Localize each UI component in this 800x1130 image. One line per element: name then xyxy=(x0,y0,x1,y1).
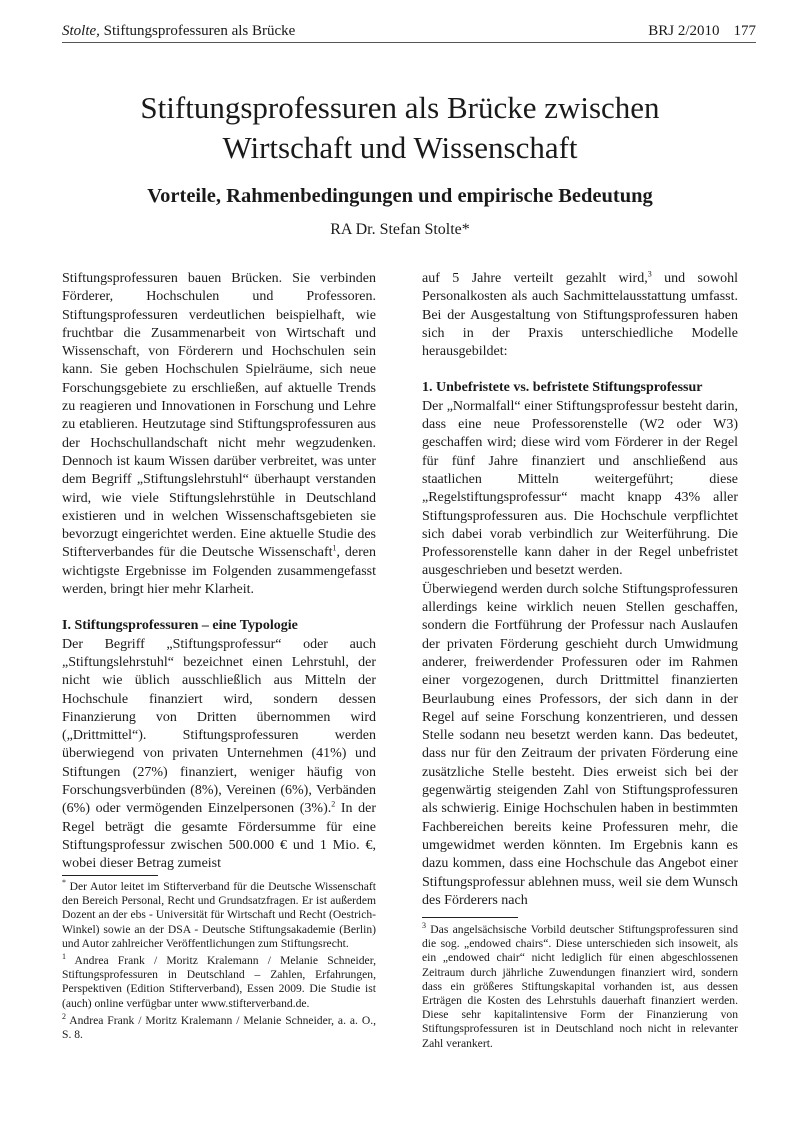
subsection-heading-1: 1. Unbefristete vs. befristete Stiftungsprofessur xyxy=(422,380,703,396)
footnote-text: Das angelsächsische Vorbild deutscher Stiftungsprofessuren sind die sog. „endowed chairs“. Diese unterschieden sich insoweit, als ein „endowed chair“ nicht lediglich für einen abgeschlossenen Zeitraum durch jährliche Zuwendungen finanziert wird, sondern dass ein größeres Stiftungskapital vorhanden ist, aus dessen Erträgen die Kosten des Lehrstuhls dauerhaft finanziert werden. Diese sehr kapitalintensive Form der Finanzierung von Stiftungsprofessuren ist in Deutschland noch nicht in relevanter Zahl verankert. xyxy=(422,923,738,1050)
typology-paragraph xyxy=(62,636,376,874)
umwidmung-paragraph: Überwiegend werden durch solche Stiftungsprofessuren allerdings keine wirklich neuen Stellen geschaffen, sondern die Fortführung der Professur nach Auslaufen der privaten Förderung geschieht durch Umwidmung anderer, freiwerdender Professuren oder im Rahmen einer vorgezogenen, durch Drittmittel finanzierten Beurlaubung eines Professors, der sich dann in der Regel auf seine Forschung konzentrieren, und dessen Stelle sodann neu besetzt werden kann. Das bedeutet, dass nur für den Zeitraum der privaten Förderung eine zusätzliche Stelle besteht. Dies erweist sich bei der gegenwärtig steigenden Zahl von Stiftungsprofessuren als schwierig. Einige Hochschulen haben in bestimmten Fachbereichen bereits keine Professuren mehr, die umgewidmet werden könnten. Im Ergebnis kann es dazu kommen, dass eine Hochschule das Angebot einer Stiftungsprofessur ablehnen muss, weil sie dem Wunsch des Förderers nach xyxy=(422,581,738,908)
footnote-rule-right xyxy=(422,917,518,918)
footnote-3 xyxy=(422,923,738,1051)
footnote-author xyxy=(62,880,376,951)
normalfall-paragraph: Der „Normalfall“ einer Stiftungsprofessur besteht darin, dass eine neue Professorenstelle (W2 oder W3) geschaffen wird; diese wird vom Förderer in der Regel für fünf Jahre finanziert und anschließend aus staatlichen Mitteln weitergeführt; diese „Regelstiftungsprofessur“ macht knapp 43% aller Stiftungsprofessuren aus. Die Hochschule verpflichtet sich dabei vorab verbindlich zur Weiterführung. Die Professorenstelle kann daher in der Regel unbefristet ausgeschrieben und besetzt werden. xyxy=(422,398,738,579)
typology-text-a: Der Begriff „Stiftungsprofessur“ oder auch „Stiftungslehrstuhl“ bezeichnet einen Lehrstuhl, der nicht wie üblich ausschließlich aus Mitteln der Hochschule finanziert wird, sondern dessen Finanzierung von Dritten übernommen wird („Drittmittel“). Stiftungsprofessuren werden überwiegend von privaten Unternehmen (41%) und Stiftungen (27%) finanziert, weniger häufig von Forschungsverbünden (8%), Vereinen (6%), Verbänden (6%) oder vermögenden Einzelpersonen (3%). xyxy=(62,636,376,817)
intro-text-a: Stiftungsprofessuren bauen Brücken. Sie verbinden Förderer, Hochschulen und Professoren. Stiftungsprofessuren verdeutlichen beispielhaft, wie fruchtbar die Zusammenarbeit von Wirtschaft und Wissenschaft, von Förderern und Hochschulen sein kann. Sie geben Hochschulen Spielräume, sich neue Forschungsgebiete zu erschließen, auf aktuelle Trends zu reagieren und Innovationen in Forschung und Lehre zu etablieren. Heutzutage sind Stiftungsprofessuren aus der Hochschullandschaft nicht mehr wegzudenken. Dennoch ist kaum Wissen darüber verbreitet, was unter dem Begriff „Stiftungslehrstuhl“ überhaupt verstanden wird, wie viele Stiftungslehrstühle in Deutschland existieren und in welchen Wissenschaftsgebieten sie bevorzugt eingerichtet werden. Eine aktuelle Studie des Stifterverbandes für die Deutsche Wissenschaft xyxy=(62,271,376,561)
journal-issue: BRJ 2/2010 xyxy=(648,23,720,39)
right-column xyxy=(422,270,738,910)
section-heading-1: I. Stiftungsprofessuren – eine Typologie xyxy=(62,618,298,634)
running-header xyxy=(62,20,756,43)
footnote-marker: 1 xyxy=(62,952,66,962)
footnote-marker: 2 xyxy=(62,1011,66,1021)
footnote-text: Der Autor leitet im Stifterverband für die Deutsche Wissenschaft den Bereich Personal, Recht und Grundsatzfragen. Er ist außerdem Dozent an der ebs - Universität für Wirtschaft und Recht (Oestrich-Winkel) sowie an der DSA - Deutsche Stiftungsakademie (Berlin) und Autor zahlreicher Veröffentlichungen zum Stiftungsrecht. xyxy=(62,880,376,950)
running-header-right xyxy=(648,20,756,42)
article-author: RA Dr. Stefan Stolte* xyxy=(330,221,470,238)
footnotes-left xyxy=(62,880,376,1045)
footnote-ref-1[interactable]: 1 xyxy=(332,543,337,553)
header-short-title: Stiftungsprofessuren als Brücke xyxy=(103,23,296,39)
footnote-text: Andrea Frank / Moritz Kralemann / Melanie Schneider, Stiftungsprofessuren in Deutschland – Zahlen, Erfahrungen, Perspektiven (Edition Stifterverband), Essen 2009. Die Studie ist (auch) online verfügbar unter www.stifterverband.de. xyxy=(62,954,376,1010)
footnote-2 xyxy=(62,1011,376,1042)
continuation-paragraph xyxy=(422,270,738,361)
footnote-ref-3[interactable]: 3 xyxy=(647,269,652,279)
typology-text-b: In der Regel beträgt die gesamte Fördersumme für eine Stiftungsprofessur zwischen 500.000 € und 1 Mio. €, wobei dieser Betrag zumeist xyxy=(62,801,376,872)
article-title xyxy=(40,88,760,168)
intro-paragraph xyxy=(62,270,376,599)
article-subtitle: Vorteile, Rahmenbedingungen und empirische Bedeutung xyxy=(147,185,653,207)
footnote-text: Andrea Frank / Moritz Kralemann / Melanie Schneider, a. a. O., S. 8. xyxy=(62,1013,376,1042)
title-line-2: Wirtschaft und Wissenschaft xyxy=(222,130,578,165)
header-author: Stolte, xyxy=(62,23,100,39)
footnote-1 xyxy=(62,954,376,1011)
left-column xyxy=(62,270,376,874)
running-header-left xyxy=(62,20,295,42)
footnote-rule-left xyxy=(62,875,158,876)
continuation-text-a: auf 5 Jahre verteilt gezahlt wird, xyxy=(422,271,648,286)
page-number: 177 xyxy=(733,23,756,39)
footnote-marker: 3 xyxy=(422,921,426,931)
footnote-marker: * xyxy=(62,878,66,888)
title-line-1: Stiftungsprofessuren als Brücke zwischen xyxy=(140,90,660,125)
intro-text-b: , deren wichtigste Ergebnisse im Folgenden zusammengefasst werden, bringt hier mehr Klarheit. xyxy=(62,545,376,598)
footnote-ref-2[interactable]: 2 xyxy=(331,799,336,809)
continuation-text-b: und sowohl Personalkosten als auch Sachmittelausstattung umfasst. Bei der Ausgestaltung von Stiftungsprofessuren haben sich in der Praxis unterschiedliche Modelle herausgebildet: xyxy=(422,271,738,360)
footnotes-right xyxy=(422,923,738,1054)
